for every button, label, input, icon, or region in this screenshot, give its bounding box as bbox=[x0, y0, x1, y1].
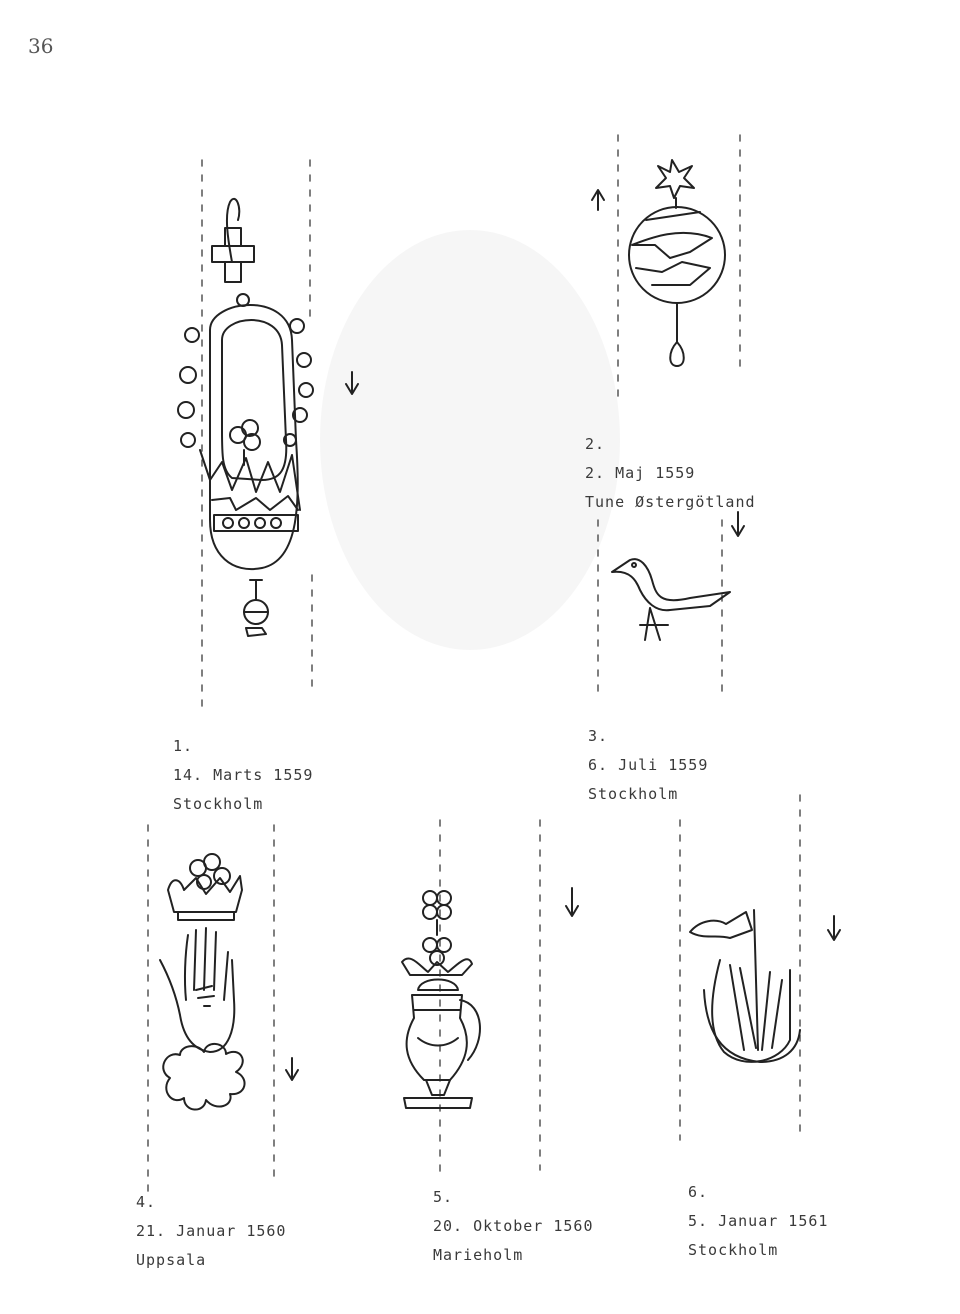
caption-4-number: 4. bbox=[136, 1193, 157, 1211]
caption-6-date: 5. Januar 1561 bbox=[688, 1212, 829, 1230]
caption-6 bbox=[688, 1178, 828, 1265]
caption-2-place: Tune Østergötland bbox=[585, 493, 756, 511]
caption-3-place: Stockholm bbox=[588, 785, 679, 803]
caption-4 bbox=[136, 1188, 286, 1275]
caption-5-place: Marieholm bbox=[433, 1246, 524, 1264]
caption-2 bbox=[585, 430, 756, 517]
caption-3-date: 6. Juli 1559 bbox=[588, 756, 709, 774]
watermark-4-crowned-hand-drawing bbox=[148, 825, 298, 1200]
caption-1-place: Stockholm bbox=[173, 795, 264, 813]
caption-6-number: 6. bbox=[688, 1183, 709, 1201]
caption-5-date: 20. Oktober 1560 bbox=[433, 1217, 594, 1235]
caption-4-place: Uppsala bbox=[136, 1251, 207, 1269]
caption-2-date: 2. Maj 1559 bbox=[585, 464, 696, 482]
caption-6-place: Stockholm bbox=[688, 1241, 779, 1259]
caption-3-number: 3. bbox=[588, 727, 609, 745]
caption-2-number: 2. bbox=[585, 435, 606, 453]
caption-1-date: 14. Marts 1559 bbox=[173, 766, 314, 784]
watermark-1-crown-oval-drawing bbox=[178, 160, 358, 710]
watermark-2-globe-star-drawing bbox=[592, 135, 740, 400]
caption-5-number: 5. bbox=[433, 1188, 454, 1206]
caption-3 bbox=[588, 722, 708, 809]
watermark-6-ship-flag-drawing bbox=[680, 795, 840, 1140]
watermark-5-jug-flower-drawing bbox=[402, 820, 578, 1180]
caption-1 bbox=[173, 732, 313, 819]
page-number: 36 bbox=[28, 34, 54, 58]
chain-lines-5 bbox=[440, 820, 540, 1180]
caption-1-number: 1. bbox=[173, 737, 194, 755]
watermark-3-bird-drawing bbox=[598, 512, 744, 700]
caption-4-date: 21. Januar 1560 bbox=[136, 1222, 287, 1240]
caption-5 bbox=[433, 1183, 594, 1270]
